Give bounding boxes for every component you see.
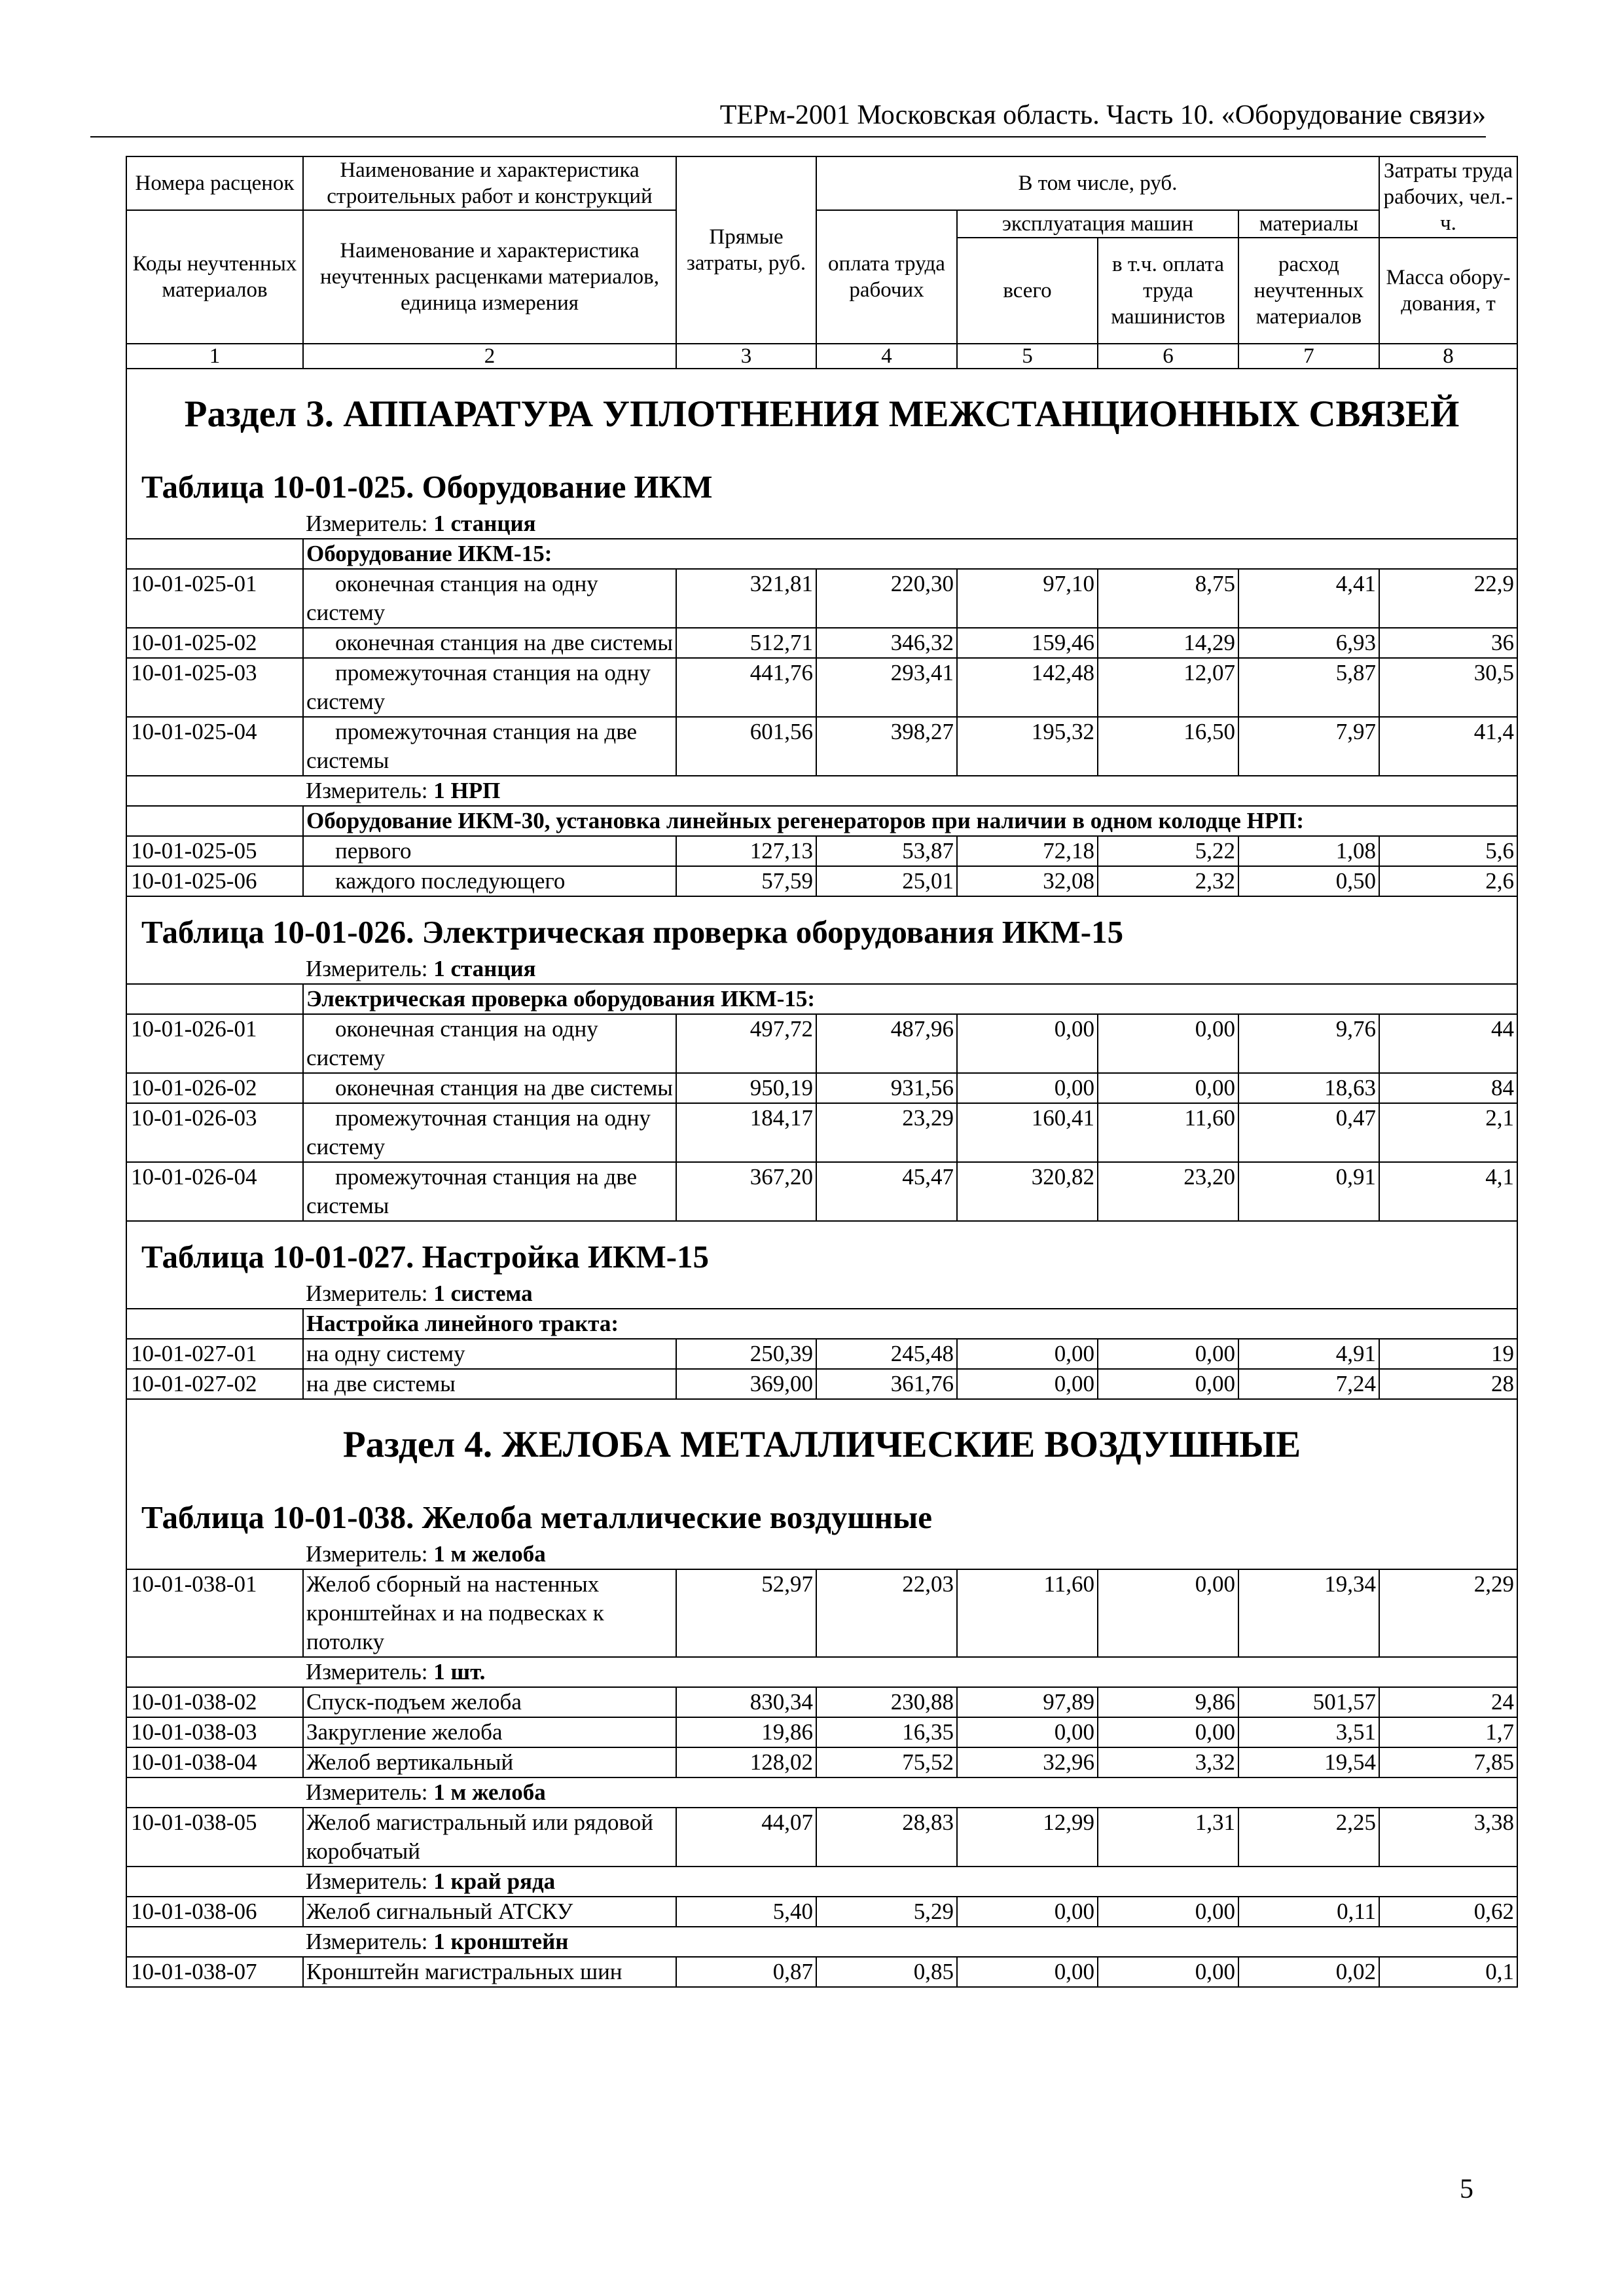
materials-cost: 7,24	[1238, 1369, 1379, 1399]
unit-label: Измеритель:	[306, 1281, 434, 1306]
rate-name	[303, 1369, 676, 1399]
materials-cost: 0,91	[1238, 1162, 1379, 1221]
unit-value: 1 НРП	[433, 778, 501, 803]
machinist-labor: 0,00	[1098, 1717, 1238, 1747]
col-3-header: Прямые затраты, руб.	[676, 156, 816, 344]
rate-name-text: Желоб сигнальный АТСКУ	[306, 1899, 573, 1924]
unit-value: 1 станция	[433, 511, 536, 536]
labor-hours: 22,9	[1379, 569, 1517, 628]
labor-cost: 75,52	[816, 1747, 957, 1777]
labor-hours: 24	[1379, 1687, 1517, 1717]
machinist-labor: 0,00	[1098, 1897, 1238, 1927]
rate-name-text: Желоб магистральный или рядовой коробчатый	[306, 1810, 654, 1864]
rate-name	[303, 1747, 676, 1777]
table-body	[126, 369, 1517, 1987]
materials-cost: 1,08	[1238, 836, 1379, 866]
group-title: Оборудование ИКМ-15:	[303, 539, 1517, 569]
machinist-labor: 0,00	[1098, 1569, 1238, 1657]
rate-name-text: каждого последующего	[335, 868, 566, 894]
labor-cost: 22,03	[816, 1569, 957, 1657]
materials-cost: 6,93	[1238, 628, 1379, 658]
machinist-labor: 16,50	[1098, 717, 1238, 776]
rate-name	[303, 1687, 676, 1717]
col-2-top: Наименование и характеристика строительных работ и конструкций	[303, 156, 676, 210]
table-row	[126, 717, 1517, 776]
rate-code: 10-01-027-02	[126, 1369, 303, 1399]
table-row	[126, 866, 1517, 896]
rate-code: 10-01-038-06	[126, 1897, 303, 1927]
rate-name-text: Кронштейн магистральных шин	[306, 1959, 623, 1984]
rate-code: 10-01-038-03	[126, 1717, 303, 1747]
machinist-labor: 11,60	[1098, 1103, 1238, 1162]
materials-cost: 18,63	[1238, 1073, 1379, 1103]
rate-name-text: промежуточная станция на две системы	[306, 1164, 638, 1218]
rate-name-text: промежуточная станция на две системы	[306, 719, 638, 773]
rate-name-text: на две системы	[306, 1371, 456, 1396]
materials-cost: 19,54	[1238, 1747, 1379, 1777]
unit-value: 1 м желоба	[433, 1779, 546, 1805]
unit-value: 1 м желоба	[433, 1541, 546, 1567]
price-table	[126, 156, 1518, 1988]
rate-code: 10-01-038-02	[126, 1687, 303, 1717]
direct-cost: 441,76	[676, 658, 816, 717]
labor-hours: 0,62	[1379, 1897, 1517, 1927]
machinist-labor: 5,22	[1098, 836, 1238, 866]
col-1-top: Номера расценок	[126, 156, 303, 210]
labor-hours: 0,1	[1379, 1957, 1517, 1987]
page-number: 5	[1460, 2174, 1473, 2204]
rate-name	[303, 1808, 676, 1867]
labor-cost: 53,87	[816, 836, 957, 866]
labor-hours: 2,6	[1379, 866, 1517, 896]
machinist-labor: 0,00	[1098, 1957, 1238, 1987]
unit-text	[303, 1867, 1379, 1897]
col-num-8: 8	[1379, 344, 1517, 369]
machinist-labor: 0,00	[1098, 1073, 1238, 1103]
unit-label: Измеритель:	[306, 1541, 434, 1567]
machines-total: 0,00	[957, 1014, 1098, 1073]
machinist-labor: 0,00	[1098, 1339, 1238, 1369]
materials-cost: 0,02	[1238, 1957, 1379, 1987]
direct-cost: 601,56	[676, 717, 816, 776]
labor-hours: 44	[1379, 1014, 1517, 1073]
labor-cost: 23,29	[816, 1103, 957, 1162]
labor-cost: 230,88	[816, 1687, 957, 1717]
materials-cost: 0,50	[1238, 866, 1379, 896]
rate-name	[303, 836, 676, 866]
rate-name-text: Желоб сборный на настенных кронштейнах и на подвесках к потолку	[306, 1571, 604, 1654]
machinist-labor: 1,31	[1098, 1808, 1238, 1867]
table-row	[126, 1808, 1517, 1867]
section-heading-row	[126, 1399, 1517, 1482]
labor-cost: 398,27	[816, 717, 957, 776]
machines-total: 0,00	[957, 1369, 1098, 1399]
labor-cost: 16,35	[816, 1717, 957, 1747]
direct-cost: 19,86	[676, 1717, 816, 1747]
section-heading: Раздел 3. АППАРАТУРА УПЛОТНЕНИЯ МЕЖСТАНЦИОННЫХ СВЯЗЕЙ	[126, 369, 1517, 452]
rate-name	[303, 628, 676, 658]
table-title: Таблица 10-01-027. Настройка ИКМ-15	[126, 1221, 1517, 1279]
labor-hours: 30,5	[1379, 658, 1517, 717]
unit-text	[303, 776, 1379, 806]
labor-cost: 487,96	[816, 1014, 957, 1073]
table-row	[126, 569, 1517, 628]
machines-total: 0,00	[957, 1717, 1098, 1747]
rate-name	[303, 1014, 676, 1073]
table-row	[126, 1073, 1517, 1103]
unit-value: 1 система	[433, 1281, 533, 1306]
col-8-bottom: Масса обору-дования, т	[1379, 238, 1517, 344]
labor-hours: 36	[1379, 628, 1517, 658]
machines-header: эксплуатация машин	[957, 210, 1238, 238]
table-row	[126, 1014, 1517, 1073]
materials-cost: 0,11	[1238, 1897, 1379, 1927]
rate-code: 10-01-025-02	[126, 628, 303, 658]
labor-hours: 2,1	[1379, 1103, 1517, 1162]
unit-row	[126, 1657, 1517, 1687]
labor-cost: 220,30	[816, 569, 957, 628]
rate-name-text: оконечная станция на две системы	[335, 1075, 673, 1101]
unit-row	[126, 1279, 1517, 1309]
rate-name-text: промежуточная станция на одну систему	[306, 660, 651, 714]
col-4-header: оплата труда рабочих	[816, 210, 957, 344]
direct-cost: 512,71	[676, 628, 816, 658]
unit-row	[126, 1927, 1517, 1957]
machines-total: 320,82	[957, 1162, 1098, 1221]
machines-total: 160,41	[957, 1103, 1098, 1162]
materials-cost: 19,34	[1238, 1569, 1379, 1657]
unit-row	[126, 1867, 1517, 1897]
labor-cost: 5,29	[816, 1897, 957, 1927]
table-row	[126, 1339, 1517, 1369]
unit-row	[126, 1777, 1517, 1808]
col-num-4: 4	[816, 344, 957, 369]
rate-name	[303, 1103, 676, 1162]
group-title: Оборудование ИКМ-30, установка линейных регенераторов при наличии в одном колодце НРП:	[303, 806, 1517, 836]
unit-value: 1 кронштейн	[433, 1929, 569, 1954]
labor-hours: 2,29	[1379, 1569, 1517, 1657]
col-2-bottom: Наименование и характеристика неучтенных расценками материалов, единица измерения	[303, 210, 676, 344]
labor-hours: 19	[1379, 1339, 1517, 1369]
rate-name-text: Закругление желоба	[306, 1719, 503, 1745]
machines-total: 0,00	[957, 1957, 1098, 1987]
col-7-header: расход неучтенных материалов	[1238, 238, 1379, 344]
group-title: Настройка линейного тракта:	[303, 1309, 1517, 1339]
rate-name	[303, 866, 676, 896]
machines-total: 32,08	[957, 866, 1098, 896]
labor-hours: 28	[1379, 1369, 1517, 1399]
table-title-row	[126, 896, 1517, 955]
direct-cost: 830,34	[676, 1687, 816, 1717]
materials-cost: 5,87	[1238, 658, 1379, 717]
table-title: Таблица 10-01-026. Электрическая проверка оборудования ИКМ-15	[126, 896, 1517, 955]
table-row	[126, 628, 1517, 658]
direct-cost: 44,07	[676, 1808, 816, 1867]
direct-cost: 369,00	[676, 1369, 816, 1399]
labor-cost: 361,76	[816, 1369, 957, 1399]
rate-name-text: оконечная станция на одну системy	[306, 1016, 598, 1070]
rate-name	[303, 717, 676, 776]
rate-code: 10-01-025-05	[126, 836, 303, 866]
rate-code: 10-01-025-04	[126, 717, 303, 776]
section-heading-row	[126, 369, 1517, 452]
rate-name-text: на одну систему	[306, 1341, 465, 1366]
machines-total: 11,60	[957, 1569, 1098, 1657]
labor-hours: 41,4	[1379, 717, 1517, 776]
table-title-row	[126, 1482, 1517, 1540]
rate-name-text: Желоб вертикальный	[306, 1749, 514, 1775]
machines-total: 142,48	[957, 658, 1098, 717]
materials-cost: 4,41	[1238, 569, 1379, 628]
rate-name	[303, 1569, 676, 1657]
unit-value: 1 станция	[433, 956, 536, 981]
direct-cost: 5,40	[676, 1897, 816, 1927]
materials-cost: 3,51	[1238, 1717, 1379, 1747]
rate-code: 10-01-026-02	[126, 1073, 303, 1103]
col-6-header: в т.ч. оплата труда машинистов	[1098, 238, 1238, 344]
materials-cost: 0,47	[1238, 1103, 1379, 1162]
labor-cost: 25,01	[816, 866, 957, 896]
col-1-bottom: Коды неучтенных материалов	[126, 210, 303, 344]
unit-label: Измеритель:	[306, 1929, 434, 1954]
table-row	[126, 1369, 1517, 1399]
unit-row	[126, 776, 1517, 806]
group-row	[126, 984, 1517, 1014]
rate-name-text: оконечная станция на одну системy	[306, 571, 598, 625]
rate-code: 10-01-038-01	[126, 1569, 303, 1657]
rate-name	[303, 1957, 676, 1987]
rate-code: 10-01-027-01	[126, 1339, 303, 1369]
labor-cost: 346,32	[816, 628, 957, 658]
col-num-1: 1	[126, 344, 303, 369]
rate-code: 10-01-025-01	[126, 569, 303, 628]
group-row	[126, 539, 1517, 569]
table-row	[126, 1747, 1517, 1777]
table-row	[126, 658, 1517, 717]
rate-name-text: оконечная станция на две системы	[335, 630, 673, 655]
table-row	[126, 1103, 1517, 1162]
rate-code: 10-01-038-07	[126, 1957, 303, 1987]
direct-cost: 497,72	[676, 1014, 816, 1073]
machines-total: 97,10	[957, 569, 1098, 628]
col-num-7: 7	[1238, 344, 1379, 369]
machines-total: 72,18	[957, 836, 1098, 866]
rate-code: 10-01-038-05	[126, 1808, 303, 1867]
unit-label: Измеритель:	[306, 1779, 434, 1805]
section-heading: Раздел 4. ЖЕЛОБА МЕТАЛЛИЧЕСКИЕ ВОЗДУШНЫЕ	[126, 1399, 1517, 1482]
rate-name	[303, 1073, 676, 1103]
machinist-labor: 12,07	[1098, 658, 1238, 717]
unit-row	[126, 509, 1517, 539]
labor-hours: 3,38	[1379, 1808, 1517, 1867]
page-header: ТЕРм-2001 Московская область. Часть 10. «Оборудование связи»	[90, 98, 1486, 137]
direct-cost: 52,97	[676, 1569, 816, 1657]
rate-name	[303, 1162, 676, 1221]
unit-label: Измеритель:	[306, 778, 434, 803]
labor-hours: 5,6	[1379, 836, 1517, 866]
direct-cost: 950,19	[676, 1073, 816, 1103]
labor-cost: 28,83	[816, 1808, 957, 1867]
rate-code: 10-01-026-01	[126, 1014, 303, 1073]
table-title: Таблица 10-01-038. Желоба металлические воздушные	[126, 1482, 1517, 1540]
unit-text	[303, 1540, 1379, 1569]
machinist-labor: 0,00	[1098, 1369, 1238, 1399]
labor-cost: 245,48	[816, 1339, 957, 1369]
direct-cost: 128,02	[676, 1747, 816, 1777]
table-row	[126, 1897, 1517, 1927]
unit-label: Измеритель:	[306, 1659, 434, 1685]
materials-header: материалы	[1238, 210, 1379, 238]
col-num-5: 5	[957, 344, 1098, 369]
machinist-labor: 8,75	[1098, 569, 1238, 628]
col-num-3: 3	[676, 344, 816, 369]
direct-cost: 321,81	[676, 569, 816, 628]
incl-header: В том числе, руб.	[816, 156, 1379, 210]
machines-total: 97,89	[957, 1687, 1098, 1717]
materials-cost: 4,91	[1238, 1339, 1379, 1369]
table-row	[126, 1717, 1517, 1747]
machinist-labor: 3,32	[1098, 1747, 1238, 1777]
rate-code: 10-01-025-03	[126, 658, 303, 717]
machines-total: 32,96	[957, 1747, 1098, 1777]
rate-name-text: промежуточная станция на одну систему	[306, 1105, 651, 1159]
machines-total: 0,00	[957, 1897, 1098, 1927]
col-num-6: 6	[1098, 344, 1238, 369]
group-row	[126, 806, 1517, 836]
machines-total: 0,00	[957, 1339, 1098, 1369]
direct-cost: 367,20	[676, 1162, 816, 1221]
unit-text	[303, 955, 1379, 984]
machines-total: 159,46	[957, 628, 1098, 658]
unit-text	[303, 1279, 1379, 1309]
direct-cost: 0,87	[676, 1957, 816, 1987]
rate-code: 10-01-026-03	[126, 1103, 303, 1162]
table-row	[126, 1957, 1517, 1987]
rate-name-text: Спуск-подъем желоба	[306, 1689, 522, 1715]
direct-cost: 57,59	[676, 866, 816, 896]
table-title-row	[126, 452, 1517, 509]
unit-text	[303, 1927, 1379, 1957]
rate-name	[303, 1717, 676, 1747]
machinist-labor: 14,29	[1098, 628, 1238, 658]
table-row	[126, 1569, 1517, 1657]
materials-cost: 7,97	[1238, 717, 1379, 776]
materials-cost: 2,25	[1238, 1808, 1379, 1867]
labor-hours: 84	[1379, 1073, 1517, 1103]
labor-cost: 45,47	[816, 1162, 957, 1221]
table-title-row	[126, 1221, 1517, 1279]
unit-text	[303, 1777, 1379, 1808]
group-row	[126, 1309, 1517, 1339]
group-title: Электрическая проверка оборудования ИКМ-15:	[303, 984, 1517, 1014]
rate-code: 10-01-026-04	[126, 1162, 303, 1221]
table-title: Таблица 10-01-025. Оборудование ИКМ	[126, 452, 1517, 509]
rate-name	[303, 569, 676, 628]
rate-name	[303, 658, 676, 717]
labor-cost: 931,56	[816, 1073, 957, 1103]
unit-value: 1 край ряда	[433, 1868, 556, 1894]
machinist-labor: 0,00	[1098, 1014, 1238, 1073]
rate-name	[303, 1897, 676, 1927]
labor-cost: 0,85	[816, 1957, 957, 1987]
direct-cost: 250,39	[676, 1339, 816, 1369]
machines-total: 195,32	[957, 717, 1098, 776]
machinist-labor: 9,86	[1098, 1687, 1238, 1717]
direct-cost: 184,17	[676, 1103, 816, 1162]
col-8-top: Затраты труда рабочих, чел.-ч.	[1379, 156, 1517, 238]
rate-name	[303, 1339, 676, 1369]
materials-cost: 9,76	[1238, 1014, 1379, 1073]
unit-text	[303, 1657, 1379, 1687]
unit-row	[126, 1540, 1517, 1569]
labor-cost: 293,41	[816, 658, 957, 717]
unit-label: Измеритель:	[306, 1868, 434, 1894]
machinist-labor: 2,32	[1098, 866, 1238, 896]
col-5-header: всего	[957, 238, 1098, 344]
direct-cost: 127,13	[676, 836, 816, 866]
labor-hours: 4,1	[1379, 1162, 1517, 1221]
materials-cost: 501,57	[1238, 1687, 1379, 1717]
labor-hours: 7,85	[1379, 1747, 1517, 1777]
table-row	[126, 1687, 1517, 1717]
table-row	[126, 836, 1517, 866]
machines-total: 0,00	[957, 1073, 1098, 1103]
unit-text	[303, 509, 1379, 539]
labor-hours: 1,7	[1379, 1717, 1517, 1747]
machines-total: 12,99	[957, 1808, 1098, 1867]
unit-label: Измеритель:	[306, 956, 434, 981]
rate-code: 10-01-038-04	[126, 1747, 303, 1777]
unit-value: 1 шт.	[433, 1659, 486, 1685]
rate-name-text: первого	[335, 838, 412, 864]
unit-label: Измеритель:	[306, 511, 434, 536]
table-row	[126, 1162, 1517, 1221]
unit-row	[126, 955, 1517, 984]
machinist-labor: 23,20	[1098, 1162, 1238, 1221]
rate-code: 10-01-025-06	[126, 866, 303, 896]
col-num-2: 2	[303, 344, 676, 369]
